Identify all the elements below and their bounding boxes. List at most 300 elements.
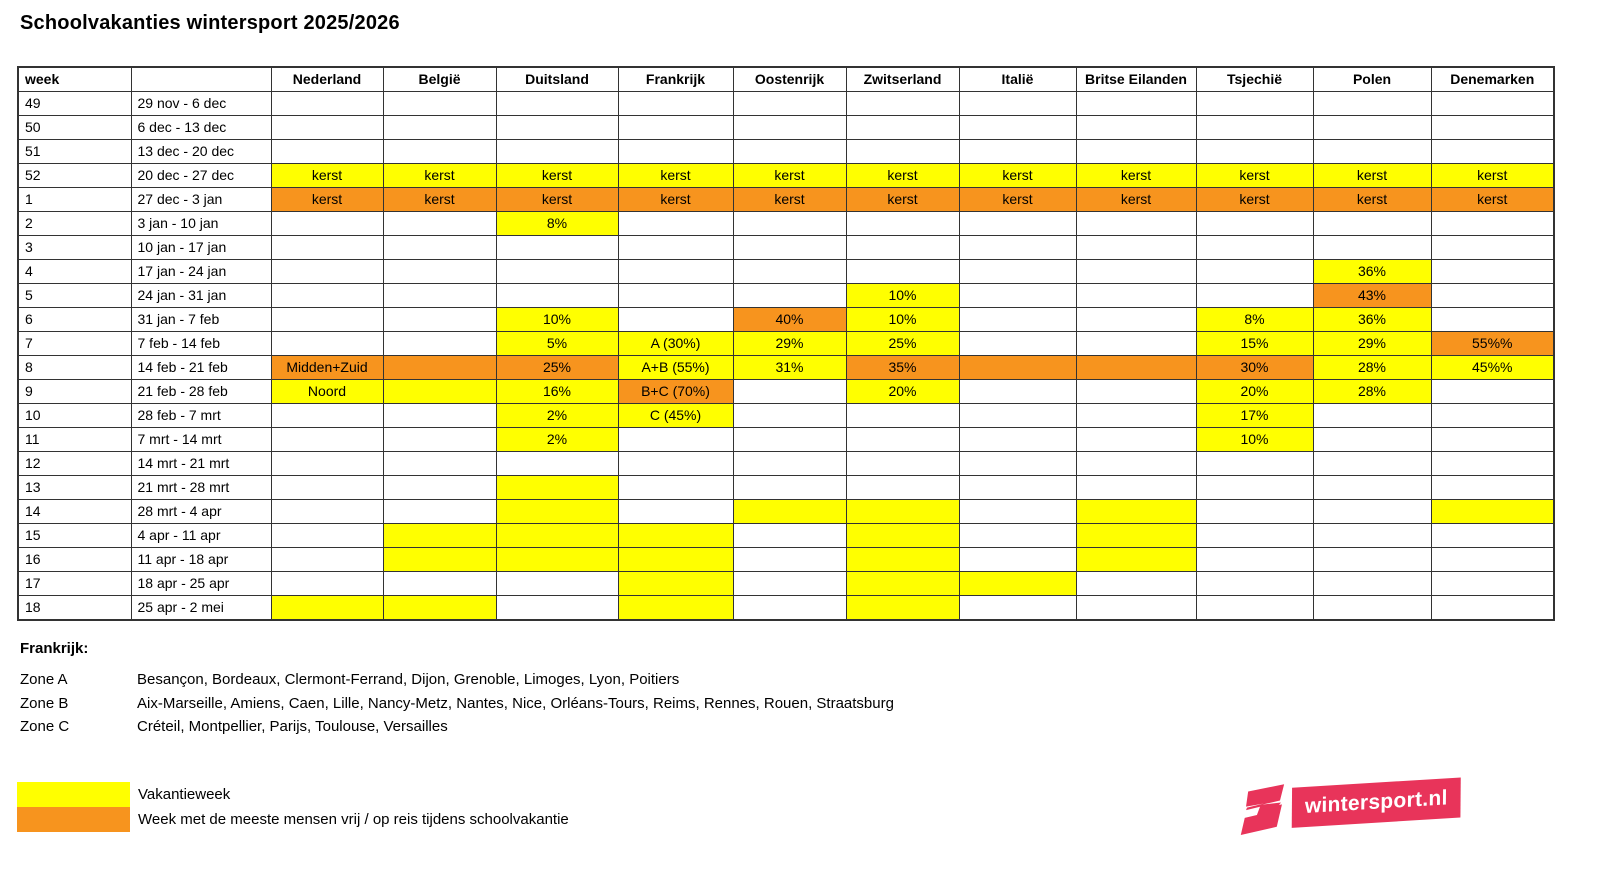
vacation-cell <box>618 260 733 284</box>
vacation-cell <box>1313 116 1431 140</box>
vacation-cell: 29% <box>733 332 846 356</box>
date-range-cell: 6 dec - 13 dec <box>131 116 271 140</box>
vacation-cell <box>1076 260 1196 284</box>
vacation-cell <box>383 380 496 404</box>
vacation-cell <box>383 356 496 380</box>
vacation-cell <box>846 92 959 116</box>
table-row <box>18 452 1554 476</box>
vacation-cell: 8% <box>496 212 618 236</box>
vacation-cell <box>1076 116 1196 140</box>
vacation-cell <box>383 452 496 476</box>
vacation-cell <box>271 548 383 572</box>
vacation-cell: kerst <box>733 188 846 212</box>
vacation-cell <box>1196 260 1313 284</box>
week-number-cell: 3 <box>18 236 131 260</box>
vacation-cell <box>618 524 733 548</box>
vacation-cell <box>959 572 1076 596</box>
vacation-cell <box>1076 596 1196 621</box>
vacation-cell <box>271 284 383 308</box>
week-number-cell: 7 <box>18 332 131 356</box>
vacation-cell <box>1076 404 1196 428</box>
table-row <box>18 92 1554 116</box>
date-range-cell: 21 feb - 28 feb <box>131 380 271 404</box>
vacation-cell <box>1196 116 1313 140</box>
vacation-cell <box>618 212 733 236</box>
vacation-cell <box>959 428 1076 452</box>
column-header-country: Nederland <box>271 67 383 92</box>
vacation-cell: C (45%) <box>618 404 733 428</box>
vacation-cell: 16% <box>496 380 618 404</box>
date-range-cell: 24 jan - 31 jan <box>131 284 271 308</box>
table-row <box>18 524 1554 548</box>
vacation-cell <box>959 356 1076 380</box>
vacation-cell <box>959 476 1076 500</box>
vacation-cell: 10% <box>846 284 959 308</box>
zone-label: Zone B <box>20 694 69 712</box>
vacation-cell <box>733 548 846 572</box>
zone-label: Zone C <box>20 718 70 735</box>
week-number-cell: 10 <box>18 404 131 428</box>
table-row <box>18 572 1554 596</box>
vacation-cell: 5% <box>496 332 618 356</box>
table-row <box>18 140 1554 164</box>
column-header-country: België <box>383 67 496 92</box>
vacation-cell <box>846 524 959 548</box>
vacation-cell <box>1431 524 1554 548</box>
vacation-cell: 20% <box>1196 380 1313 404</box>
vacation-cell <box>383 596 496 621</box>
vacation-cell <box>496 92 618 116</box>
vacation-cell <box>271 404 383 428</box>
legend-item-peak-week <box>17 807 569 832</box>
vacation-cell <box>959 500 1076 524</box>
vacation-cell <box>618 596 733 621</box>
vacation-cell <box>496 476 618 500</box>
vacation-cell <box>733 236 846 260</box>
date-range-cell: 14 feb - 21 feb <box>131 356 271 380</box>
vacation-cell <box>1313 212 1431 236</box>
week-number-cell: 2 <box>18 212 131 236</box>
vacation-cell <box>1076 524 1196 548</box>
vacation-cell <box>846 212 959 236</box>
vacation-cell <box>733 596 846 621</box>
zone-row-a <box>20 668 894 692</box>
vacation-cell <box>1431 596 1554 621</box>
vacation-cell: 36% <box>1313 260 1431 284</box>
vacation-cell <box>959 212 1076 236</box>
column-header-country: Polen <box>1313 67 1431 92</box>
table-row <box>18 116 1554 140</box>
vacation-cell <box>846 428 959 452</box>
vacation-cell <box>1196 140 1313 164</box>
date-range-cell: 13 dec - 20 dec <box>131 140 271 164</box>
vacation-cell: 28% <box>1313 356 1431 380</box>
vacation-cell: 29% <box>1313 332 1431 356</box>
france-zones-section <box>20 640 894 739</box>
vacation-cell <box>846 476 959 500</box>
vacation-cell <box>959 452 1076 476</box>
vacation-cell <box>1196 500 1313 524</box>
vacation-cell <box>271 452 383 476</box>
vacation-cell <box>1431 92 1554 116</box>
week-number-cell: 9 <box>18 380 131 404</box>
vacation-cell <box>733 284 846 308</box>
vacation-cell <box>271 236 383 260</box>
vacation-cell: 2% <box>496 404 618 428</box>
column-header-country: Zwitserland <box>846 67 959 92</box>
vacation-cell <box>846 236 959 260</box>
vacation-cell <box>271 332 383 356</box>
table-row <box>18 164 1554 188</box>
vacation-cell <box>383 284 496 308</box>
vacation-cell <box>383 524 496 548</box>
vacation-cell: kerst <box>618 188 733 212</box>
vacation-cell <box>959 332 1076 356</box>
wintersport-logo-icon <box>1240 783 1286 836</box>
vacation-cell <box>618 284 733 308</box>
vacation-cell <box>846 596 959 621</box>
column-header-country: Denemarken <box>1431 67 1554 92</box>
vacation-cell <box>733 380 846 404</box>
date-range-cell: 29 nov - 6 dec <box>131 92 271 116</box>
vacation-cell <box>1313 452 1431 476</box>
table-row <box>18 500 1554 524</box>
date-range-cell: 18 apr - 25 apr <box>131 572 271 596</box>
vacation-cell <box>271 116 383 140</box>
vacation-cell <box>496 524 618 548</box>
date-range-cell: 7 mrt - 14 mrt <box>131 428 271 452</box>
vacation-cell <box>271 572 383 596</box>
vacation-cell <box>733 476 846 500</box>
vacation-table <box>17 66 1555 621</box>
vacation-cell <box>1196 452 1313 476</box>
date-range-cell: 20 dec - 27 dec <box>131 164 271 188</box>
table-row <box>18 332 1554 356</box>
vacation-cell <box>1431 212 1554 236</box>
vacation-table-head <box>18 67 1554 92</box>
week-number-cell: 18 <box>18 596 131 621</box>
vacation-table-head-row <box>18 67 1554 92</box>
vacation-cell <box>271 212 383 236</box>
vacation-cell <box>1431 404 1554 428</box>
zone-row-c <box>20 715 894 739</box>
vacation-cell: 10% <box>496 308 618 332</box>
week-number-cell: 1 <box>18 188 131 212</box>
week-number-cell: 51 <box>18 140 131 164</box>
vacation-cell <box>1313 548 1431 572</box>
vacation-cell <box>1431 116 1554 140</box>
vacation-cell <box>846 548 959 572</box>
vacation-cell <box>1431 548 1554 572</box>
orange-swatch <box>17 807 130 832</box>
vacation-cell: A+B (55%) <box>618 356 733 380</box>
week-number-cell: 16 <box>18 548 131 572</box>
week-number-cell: 11 <box>18 428 131 452</box>
wintersport-logo-label: wintersport.nl <box>1304 786 1448 819</box>
vacation-cell <box>271 140 383 164</box>
vacation-cell <box>1431 260 1554 284</box>
vacation-cell <box>496 140 618 164</box>
vacation-table-body <box>18 92 1554 621</box>
vacation-cell <box>271 308 383 332</box>
vacation-cell <box>383 428 496 452</box>
vacation-cell <box>271 500 383 524</box>
vacation-cell <box>1196 212 1313 236</box>
vacation-cell <box>959 260 1076 284</box>
vacation-cell <box>1431 380 1554 404</box>
vacation-cell <box>618 308 733 332</box>
vacation-cell: 45%% <box>1431 356 1554 380</box>
vacation-cell: 31% <box>733 356 846 380</box>
yellow-swatch <box>17 782 130 807</box>
column-header-dates <box>131 67 271 92</box>
vacation-cell <box>733 524 846 548</box>
column-header-country: Tsjechië <box>1196 67 1313 92</box>
vacation-cell <box>383 116 496 140</box>
legend-label: Week met de meeste mensen vrij / op reis tijdens schoolvakantie <box>138 811 569 828</box>
vacation-cell <box>383 92 496 116</box>
vacation-cell <box>733 500 846 524</box>
vacation-cell: 10% <box>1196 428 1313 452</box>
france-heading: Frankrijk: <box>20 640 89 657</box>
legend-label: Vakantieweek <box>138 786 231 803</box>
vacation-cell <box>733 212 846 236</box>
vacation-cell: 30% <box>1196 356 1313 380</box>
vacation-cell: 28% <box>1313 380 1431 404</box>
vacation-cell <box>1076 212 1196 236</box>
zone-cities: Créteil, Montpellier, Parijs, Toulouse, Versailles <box>137 718 448 735</box>
vacation-cell: 20% <box>846 380 959 404</box>
vacation-cell <box>383 332 496 356</box>
vacation-cell <box>1313 572 1431 596</box>
vacation-cell <box>733 572 846 596</box>
table-row <box>18 188 1554 212</box>
vacation-cell <box>1076 356 1196 380</box>
week-number-cell: 14 <box>18 500 131 524</box>
vacation-cell <box>618 236 733 260</box>
zone-cities: Besançon, Bordeaux, Clermont-Ferrand, Dijon, Grenoble, Limoges, Lyon, Poitiers <box>137 671 680 688</box>
vacation-cell <box>846 404 959 428</box>
column-header-country: Duitsland <box>496 67 618 92</box>
table-row <box>18 476 1554 500</box>
vacation-cell <box>496 572 618 596</box>
vacation-cell <box>1313 476 1431 500</box>
date-range-cell: 11 apr - 18 apr <box>131 548 271 572</box>
vacation-cell <box>733 260 846 284</box>
vacation-cell: kerst <box>496 164 618 188</box>
vacation-cell <box>271 92 383 116</box>
column-header-week: week <box>18 67 131 92</box>
vacation-cell <box>1076 92 1196 116</box>
vacation-cell <box>1431 572 1554 596</box>
wintersport-logo-text <box>1292 777 1461 827</box>
vacation-cell: kerst <box>1431 188 1554 212</box>
vacation-cell <box>1196 284 1313 308</box>
table-row <box>18 260 1554 284</box>
vacation-cell: kerst <box>846 188 959 212</box>
vacation-cell <box>618 140 733 164</box>
vacation-cell <box>959 524 1076 548</box>
vacation-cell: 17% <box>1196 404 1313 428</box>
date-range-cell: 10 jan - 17 jan <box>131 236 271 260</box>
zone-cities: Aix-Marseille, Amiens, Caen, Lille, Nancy-Metz, Nantes, Nice, Orléans-Tours, Reims, Rennes, Rouen, Straatsburg <box>137 694 894 712</box>
vacation-cell <box>618 572 733 596</box>
date-range-cell: 3 jan - 10 jan <box>131 212 271 236</box>
column-header-country: Britse Eilanden <box>1076 67 1196 92</box>
vacation-cell <box>1076 380 1196 404</box>
vacation-cell <box>271 524 383 548</box>
vacation-cell: kerst <box>1196 164 1313 188</box>
vacation-cell: kerst <box>1196 188 1313 212</box>
week-number-cell: 12 <box>18 452 131 476</box>
vacation-cell <box>496 452 618 476</box>
vacation-cell <box>1076 332 1196 356</box>
vacation-cell: Noord <box>271 380 383 404</box>
vacation-cell <box>1076 548 1196 572</box>
vacation-cell <box>618 476 733 500</box>
vacation-cell <box>1313 92 1431 116</box>
vacation-cell <box>383 476 496 500</box>
vacation-cell <box>1076 140 1196 164</box>
week-number-cell: 5 <box>18 284 131 308</box>
vacation-cell <box>1431 428 1554 452</box>
vacation-cell <box>846 260 959 284</box>
vacation-cell <box>959 308 1076 332</box>
vacation-cell: kerst <box>1313 188 1431 212</box>
week-number-cell: 13 <box>18 476 131 500</box>
table-row <box>18 548 1554 572</box>
vacation-cell <box>1076 500 1196 524</box>
vacation-cell <box>1076 572 1196 596</box>
vacation-cell <box>846 452 959 476</box>
vacation-cell: kerst <box>733 164 846 188</box>
vacation-cell <box>1076 428 1196 452</box>
vacation-cell <box>496 116 618 140</box>
vacation-cell <box>1313 404 1431 428</box>
vacation-cell <box>1431 236 1554 260</box>
zone-row-b <box>20 692 894 716</box>
week-number-cell: 8 <box>18 356 131 380</box>
date-range-cell: 28 feb - 7 mrt <box>131 404 271 428</box>
table-row <box>18 428 1554 452</box>
vacation-cell <box>959 116 1076 140</box>
legend <box>17 782 569 832</box>
vacation-cell <box>1431 452 1554 476</box>
vacation-cell <box>383 548 496 572</box>
vacation-cell <box>1196 572 1313 596</box>
vacation-cell <box>618 428 733 452</box>
vacation-cell: kerst <box>1076 188 1196 212</box>
vacation-cell <box>383 212 496 236</box>
week-number-cell: 49 <box>18 92 131 116</box>
legend-item-vacation-week <box>17 782 569 807</box>
vacation-cell <box>733 428 846 452</box>
vacation-cell <box>959 140 1076 164</box>
vacation-cell: 8% <box>1196 308 1313 332</box>
wintersport-logo <box>1238 773 1462 836</box>
vacation-cell <box>1313 236 1431 260</box>
vacation-cell <box>383 404 496 428</box>
vacation-cell <box>383 572 496 596</box>
vacation-cell <box>496 260 618 284</box>
vacation-cell <box>496 548 618 572</box>
week-number-cell: 6 <box>18 308 131 332</box>
table-row <box>18 284 1554 308</box>
vacation-cell <box>1431 140 1554 164</box>
date-range-cell: 25 apr - 2 mei <box>131 596 271 621</box>
vacation-cell <box>383 236 496 260</box>
vacation-cell <box>1076 236 1196 260</box>
table-row <box>18 236 1554 260</box>
vacation-cell <box>383 140 496 164</box>
table-row <box>18 308 1554 332</box>
vacation-cell <box>618 548 733 572</box>
vacation-cell <box>959 404 1076 428</box>
vacation-cell <box>846 500 959 524</box>
vacation-cell <box>1313 596 1431 621</box>
vacation-cell <box>383 260 496 284</box>
vacation-cell <box>1076 476 1196 500</box>
column-header-country: Frankrijk <box>618 67 733 92</box>
vacation-cell <box>271 596 383 621</box>
table-row <box>18 596 1554 621</box>
vacation-cell <box>733 116 846 140</box>
date-range-cell: 28 mrt - 4 apr <box>131 500 271 524</box>
date-range-cell: 4 apr - 11 apr <box>131 524 271 548</box>
vacation-cell <box>496 596 618 621</box>
vacation-cell <box>1196 476 1313 500</box>
table-row <box>18 356 1554 380</box>
date-range-cell: 27 dec - 3 jan <box>131 188 271 212</box>
vacation-cell <box>959 236 1076 260</box>
vacation-cell <box>1431 500 1554 524</box>
vacation-cell <box>1313 140 1431 164</box>
vacation-cell: kerst <box>1313 164 1431 188</box>
vacation-cell <box>1196 92 1313 116</box>
date-range-cell: 21 mrt - 28 mrt <box>131 476 271 500</box>
vacation-cell: kerst <box>959 164 1076 188</box>
vacation-cell: A (30%) <box>618 332 733 356</box>
vacation-cell <box>1076 284 1196 308</box>
vacation-cell <box>618 452 733 476</box>
vacation-cell <box>1313 524 1431 548</box>
vacation-cell <box>383 308 496 332</box>
vacation-cell <box>959 92 1076 116</box>
week-number-cell: 17 <box>18 572 131 596</box>
vacation-cell <box>496 500 618 524</box>
vacation-cell <box>1431 308 1554 332</box>
vacation-cell <box>1196 548 1313 572</box>
vacation-cell <box>1076 308 1196 332</box>
vacation-cell: 25% <box>496 356 618 380</box>
vacation-cell: kerst <box>846 164 959 188</box>
vacation-cell: 2% <box>496 428 618 452</box>
vacation-cell: 40% <box>733 308 846 332</box>
column-header-country: Oostenrijk <box>733 67 846 92</box>
vacation-cell <box>1196 524 1313 548</box>
vacation-cell <box>271 428 383 452</box>
date-range-cell: 14 mrt - 21 mrt <box>131 452 271 476</box>
week-number-cell: 15 <box>18 524 131 548</box>
vacation-cell <box>846 116 959 140</box>
vacation-cell: 25% <box>846 332 959 356</box>
vacation-cell <box>383 500 496 524</box>
vacation-cell <box>959 596 1076 621</box>
vacation-cell: kerst <box>271 188 383 212</box>
vacation-cell <box>959 284 1076 308</box>
vacation-cell <box>1196 596 1313 621</box>
vacation-cell: 36% <box>1313 308 1431 332</box>
